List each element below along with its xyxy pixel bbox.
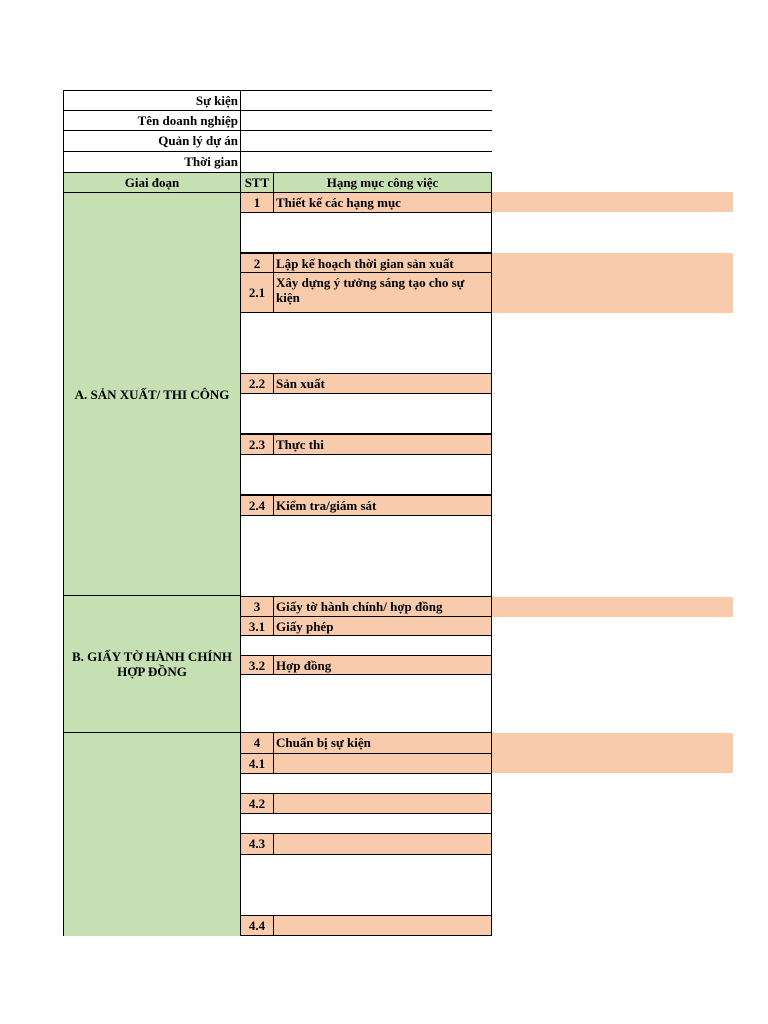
row-stt: 2.1	[240, 272, 274, 313]
row-detail[interactable]	[240, 773, 492, 794]
row-item[interactable]: Giấy phép	[273, 616, 492, 636]
row-stt: 2	[240, 253, 274, 273]
phase-a-label: A. SẢN XUẤT/ THI CÔNG	[74, 386, 230, 402]
row-stt: 4.2	[240, 793, 274, 814]
row-stt: 2.3	[240, 434, 274, 455]
row-stt: 1	[240, 192, 274, 213]
row-stt: 3.1	[240, 616, 274, 636]
row-item[interactable]	[273, 793, 492, 814]
row-item[interactable]: Hợp đồng	[273, 655, 492, 675]
row-item[interactable]: Sản xuất	[273, 373, 492, 394]
row-detail[interactable]	[240, 212, 492, 253]
row-item[interactable]: Thiết kế các hạng mục	[273, 192, 492, 213]
row-stt: 4	[240, 732, 274, 754]
row-item[interactable]: Giấy tờ hành chính/ hợp đồng	[273, 596, 492, 617]
row-item[interactable]	[273, 833, 492, 855]
time-value[interactable]	[240, 151, 492, 173]
row-item[interactable]	[273, 753, 492, 774]
row-stt: 4.1	[240, 753, 274, 774]
row-item[interactable]: Kiểm tra/giám sát	[273, 495, 492, 516]
company-label: Tên doanh nghiệp	[63, 110, 241, 131]
phase-b-cell	[63, 595, 241, 733]
row-detail[interactable]	[240, 312, 492, 374]
row-item[interactable]: Xây dựng ý tưởng sáng tạo cho sự kiện	[273, 272, 492, 313]
row-stt: 2.4	[240, 495, 274, 516]
row-item[interactable]: Chuẩn bị sự kiện	[273, 732, 492, 754]
row-detail[interactable]	[240, 854, 492, 916]
event-label: Sự kiện	[63, 90, 241, 111]
row-stt: 3.2	[240, 655, 274, 675]
column-header-stt: STT	[240, 172, 274, 193]
row-item[interactable]	[273, 915, 492, 936]
row-detail[interactable]	[240, 635, 492, 656]
row-detail[interactable]	[240, 393, 492, 434]
row-item[interactable]: Thực thi	[273, 434, 492, 455]
phase-b-label: B. GIẤY TỜ HÀNH CHÍNH HỢP ĐỒNG	[72, 649, 232, 679]
row-item[interactable]: Lập kế hoạch thời gian sản xuất	[273, 253, 492, 273]
row-stt: 3	[240, 596, 274, 617]
column-header-phase: Giai đoạn	[63, 172, 241, 193]
pm-label: Quản lý dự án	[63, 130, 241, 152]
row-detail[interactable]	[240, 813, 492, 834]
row-detail[interactable]	[240, 454, 492, 495]
pm-value[interactable]	[240, 130, 492, 152]
row-stt: 2.2	[240, 373, 274, 394]
phase-c-cell	[63, 732, 241, 936]
event-value[interactable]	[240, 90, 492, 111]
column-header-item: Hạng mục công việc	[273, 172, 492, 193]
company-value[interactable]	[240, 110, 492, 131]
phase-a-cell	[63, 192, 241, 596]
row-stt: 4.3	[240, 833, 274, 855]
row-stt: 4.4	[240, 915, 274, 936]
row-detail[interactable]	[240, 515, 492, 597]
row-detail[interactable]	[240, 674, 492, 733]
time-label: Thời gian	[63, 151, 241, 173]
